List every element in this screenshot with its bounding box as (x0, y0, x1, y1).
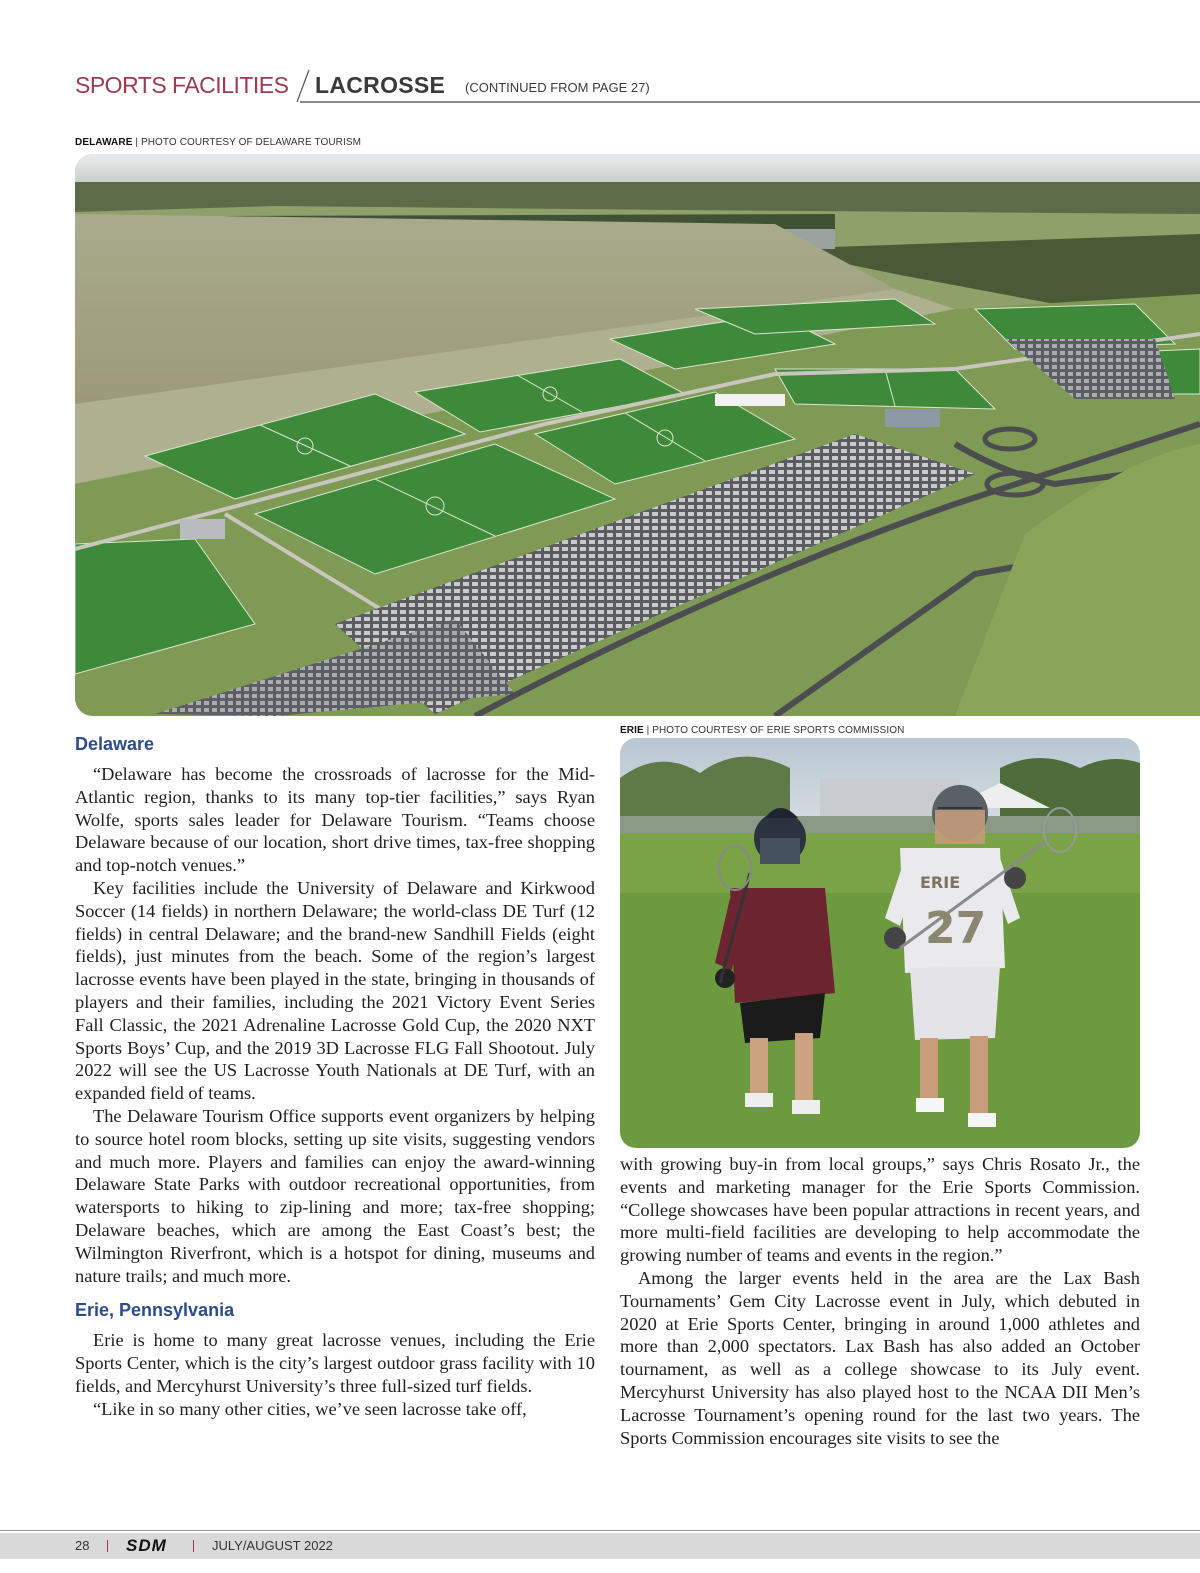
aerial-photo (75, 154, 1200, 716)
page-header (75, 68, 1200, 104)
continued-note: (CONTINUED FROM PAGE 27) (465, 80, 650, 95)
paragraph: Among the larger events held in the area are the Lax Bash Tournaments’ Gem City Lacrosse event in July, which debuted in 2020 at Erie Sports Center, bringing in around 1,000 athletes and more than 2,000 spectators. Lax Bash has also added an October tournament, as well as a college showcase to its July event. Mercyhurst University has also played host to the NCAA DII Men’s Lacrosse Tournament’s opening round for the last two years. The Sports Commission encourages site visits to see the (620, 1267, 1140, 1448)
heading-erie: Erie, Pennsylvania (75, 1300, 235, 1321)
lacrosse-players-photo (620, 738, 1140, 1148)
footer-rule (0, 1530, 1200, 1531)
heading-delaware: Delaware (75, 734, 155, 754)
svg-text:ERIE: ERIE (920, 873, 961, 892)
page-number: 28 (75, 1538, 90, 1553)
header-slash (293, 68, 313, 104)
topic-label: LACROSSE (315, 72, 446, 98)
players-photo-caption: ERIE | PHOTO COURTESY OF ERIE SPORTS COMMISSION (620, 725, 905, 736)
svg-text:27: 27 (925, 903, 987, 954)
issue-date: JULY/AUGUST 2022 (212, 1538, 333, 1553)
section-label: SPORTS FACILITIES (75, 72, 289, 98)
paragraph: The Delaware Tourism Office supports event organizers by helping to source hotel room blocks, setting up site visits, suggesting vendors and much more. Players and families can enjoy the award-winning Delaware State Parks with outdoor recreational opportunities, from watersports to hiking to zip-lining and more; tax-free shopping; Delaware beaches, which are among the East Coast’s best; the Wilmington Riverfront, which is a hotspot for dining, museums and nature trails; and much more. (75, 1105, 595, 1286)
paragraph: “Delaware has become the crossroads of lacrosse for the Mid-Atlantic region, thanks to its many top-tier facilities,” says Ryan Wolfe, sports sales leader for Delaware Tourism. “Teams choose Delaware because of our location, short drive times, tax-free shopping and top-notch venues.” (75, 764, 595, 876)
left-column (75, 733, 595, 1421)
paragraph: Erie is home to many great lacrosse venues, including the Erie Sports Center, which is the city’s largest outdoor grass facility with 10 fields, and Mercyhurst University’s three full-sized turf fields. (75, 1330, 595, 1396)
page-footer (0, 1533, 1200, 1559)
footer-divider (193, 1540, 194, 1552)
paragraph: with growing buy-in from local groups,” says Chris Rosato Jr., the events and marketing manager for the Erie Sports Commission. “College showcases have been popular attractions in recent years, and more multi-field facilities are developing to help accommodate the growing number of teams and events in the region.” (620, 1154, 1140, 1266)
paragraph: “Like in so many other cities, we’ve seen lacrosse take off, (93, 1398, 527, 1419)
header-rule (300, 101, 1200, 103)
footer-divider (107, 1540, 108, 1552)
magazine-logo: SDM (126, 1536, 167, 1555)
paragraph: Key facilities include the University of Delaware and Kirkwood Soccer (14 fields) in northern Delaware; the world-class DE Turf (12 fields) in central Delaware; and the brand-new Sandhill Fields (eight fields), just minutes from the beach. Some of the region’s largest lacrosse events have been played in the state, bringing in thousands of players and their families, including the 2021 Victory Event Series Fall Classic, the 2021 Adrenaline Lacrosse Gold Cup, the 2020 NXT Sports Boys’ Cup, and the 2019 3D Lacrosse FLG Fall Shootout. July 2022 will see the US Lacrosse Youth Nationals at DE Turf, with an expanded field of teams. (75, 877, 595, 1104)
right-column (620, 1153, 1140, 1449)
aerial-photo-caption: DELAWARE | PHOTO COURTESY OF DELAWARE TOURISM (75, 137, 362, 148)
